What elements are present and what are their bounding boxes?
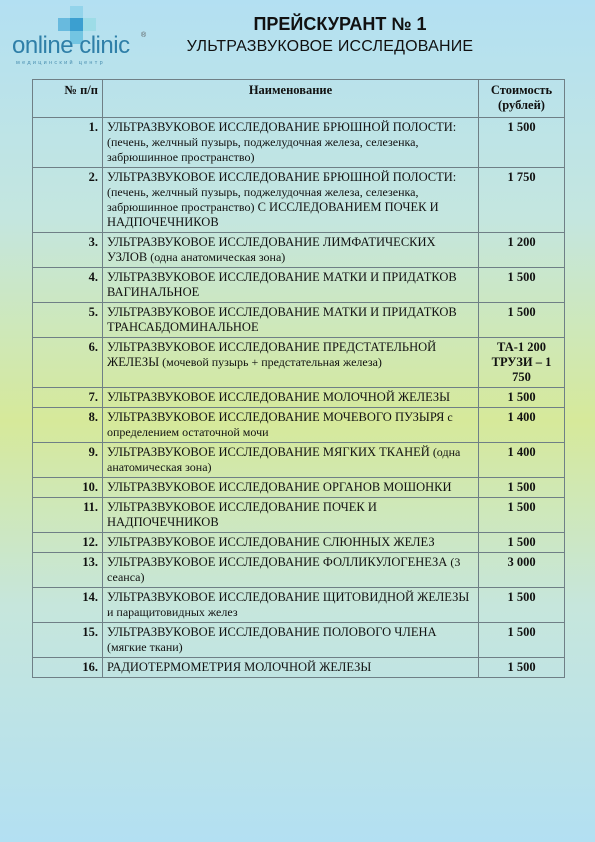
service-name-upper: УЛЬТРАЗВУКОВОЕ ИССЛЕДОВАНИЕ ФОЛЛИКУЛОГЕНЕЗА	[107, 555, 448, 569]
row-number: 13.	[33, 553, 103, 588]
service-name	[103, 303, 479, 338]
service-name-upper: УЛЬТРАЗВУКОВОЕ ИССЛЕДОВАНИЕ ПОЧЕК И НАДПОЧЕЧНИКОВ	[107, 500, 377, 529]
service-name	[103, 408, 479, 443]
row-number: 12.	[33, 533, 103, 553]
table-row	[33, 478, 565, 498]
service-price: 1 500	[479, 658, 565, 678]
service-name-upper: УЛЬТРАЗВУКОВОЕ ИССЛЕДОВАНИЕ ПОЛОВОГО ЧЛЕНА	[107, 625, 437, 639]
service-name	[103, 658, 479, 678]
row-number: 3.	[33, 233, 103, 268]
table-header-row	[33, 80, 565, 118]
service-price: 1 500	[479, 588, 565, 623]
row-number: 15.	[33, 623, 103, 658]
row-number: 6.	[33, 338, 103, 388]
table-row	[33, 553, 565, 588]
price-table	[32, 79, 565, 678]
header-name: Наименование	[103, 80, 479, 118]
page-subtitle: УЛЬТРАЗВУКОВОЕ ИССЛЕДОВАНИЕ	[186, 38, 474, 55]
row-number: 9.	[33, 443, 103, 478]
logo-tagline: медицинский центр	[16, 60, 105, 66]
table-row	[33, 233, 565, 268]
table-row	[33, 658, 565, 678]
service-name	[103, 533, 479, 553]
service-name-upper: УЛЬТРАЗВУКОВОЕ ИССЛЕДОВАНИЕ МАТКИ И ПРИДАТКОВ ТРАНСАБДОМИНАЛЬНОЕ	[107, 305, 457, 334]
service-name	[103, 478, 479, 498]
service-name	[103, 588, 479, 623]
row-number: 16.	[33, 658, 103, 678]
logo-registered-mark: ®	[141, 32, 147, 39]
service-price: 1 500	[479, 533, 565, 553]
row-number: 10.	[33, 478, 103, 498]
service-price: 1 500	[479, 388, 565, 408]
row-number: 8.	[33, 408, 103, 443]
service-name-lower: и паращитовидных желез	[107, 605, 238, 619]
service-name	[103, 388, 479, 408]
service-name	[103, 498, 479, 533]
service-price: 1 500	[479, 498, 565, 533]
service-name-upper: УЛЬТРАЗВУКОВОЕ ИССЛЕДОВАНИЕ БРЮШНОЙ ПОЛОСТИ:	[107, 120, 457, 134]
row-number: 5.	[33, 303, 103, 338]
service-price: 1 400	[479, 443, 565, 478]
page-title: ПРЕЙСКУРАНТ № 1	[253, 14, 427, 34]
header-number: № п/п	[33, 80, 103, 118]
header-price: Стоимость (рублей)	[479, 80, 565, 118]
service-price: 1 500	[479, 303, 565, 338]
table-row	[33, 388, 565, 408]
service-name-upper: УЛЬТРАЗВУКОВОЕ ИССЛЕДОВАНИЕ БРЮШНОЙ ПОЛОСТИ:	[107, 170, 457, 184]
service-name-upper: УЛЬТРАЗВУКОВОЕ ИССЛЕДОВАНИЕ ЩИТОВИДНОЙ ЖЕЛЕЗЫ	[107, 590, 470, 604]
clinic-logo	[10, 6, 150, 68]
table-row	[33, 443, 565, 478]
table-row	[33, 118, 565, 168]
table-row	[33, 303, 565, 338]
service-name-upper: РАДИОТЕРМОМЕТРИЯ МОЛОЧНОЙ ЖЕЛЕЗЫ	[107, 660, 372, 674]
service-name	[103, 553, 479, 588]
table-row	[33, 533, 565, 553]
service-name	[103, 443, 479, 478]
service-price: 3 000	[479, 553, 565, 588]
service-name-upper: УЛЬТРАЗВУКОВОЕ ИССЛЕДОВАНИЕ ПРЕДСТАТЕЛЬНОЙ ЖЕЛЕЗЫ	[107, 340, 437, 369]
service-name-upper: УЛЬТРАЗВУКОВОЕ ИССЛЕДОВАНИЕ СЛЮННЫХ ЖЕЛЕЗ	[107, 535, 435, 549]
service-name-upper: УЛЬТРАЗВУКОВОЕ ИССЛЕДОВАНИЕ МОЛОЧНОЙ ЖЕЛЕЗЫ	[107, 390, 451, 404]
service-name	[103, 168, 479, 233]
table-row	[33, 338, 565, 388]
service-price: 1 750	[479, 168, 565, 233]
table-row	[33, 408, 565, 443]
service-price: 1 500	[479, 268, 565, 303]
service-name	[103, 623, 479, 658]
service-name-lower: (3 сеанса)	[107, 555, 461, 584]
service-name-lower: (мочевой пузырь + предстательная железа)	[159, 355, 382, 369]
row-number: 14.	[33, 588, 103, 623]
service-name-upper: УЛЬТРАЗВУКОВОЕ ИССЛЕДОВАНИЕ МОЧЕВОГО ПУЗЫРЯ	[107, 410, 445, 424]
row-number: 1.	[33, 118, 103, 168]
service-price: 1 500	[479, 623, 565, 658]
service-name	[103, 233, 479, 268]
service-price: 1 500	[479, 478, 565, 498]
service-price: 1 500	[479, 118, 565, 168]
service-price: 1 400	[479, 408, 565, 443]
table-row	[33, 168, 565, 233]
service-name	[103, 338, 479, 388]
table-row	[33, 498, 565, 533]
service-name-lower: с определением остаточной мочи	[107, 410, 453, 439]
service-price: 1 200	[479, 233, 565, 268]
service-name-upper: УЛЬТРАЗВУКОВОЕ ИССЛЕДОВАНИЕ МЯГКИХ ТКАНЕЙ	[107, 445, 430, 459]
service-name-lower: (одна анатомическая зона)	[147, 250, 286, 264]
service-name-lower: (печень, желчный пузырь, поджелудочная железа, селезенка, забрюшинное пространство)	[107, 135, 419, 164]
service-name-lower: (одна анатомическая зона)	[107, 445, 461, 474]
service-name-upper2: С ИССЛЕДОВАНИЕМ ПОЧЕК И НАДПОЧЕЧНИКОВ	[107, 200, 439, 229]
row-number: 4.	[33, 268, 103, 303]
logo-name: online clinic	[12, 32, 130, 59]
table-row	[33, 588, 565, 623]
service-price: ТА-1 200 ТРУЗИ – 1 750	[479, 338, 565, 388]
row-number: 7.	[33, 388, 103, 408]
table-row	[33, 623, 565, 658]
table-row	[33, 268, 565, 303]
row-number: 2.	[33, 168, 103, 233]
service-name-lower: (мягкие ткани)	[107, 640, 183, 654]
service-name-upper: УЛЬТРАЗВУКОВОЕ ИССЛЕДОВАНИЕ ОРГАНОВ МОШОНКИ	[107, 480, 452, 494]
row-number: 11.	[33, 498, 103, 533]
service-name-lower: (печень, желчный пузырь, поджелудочная железа, селезенка, забрюшинное пространство)	[107, 185, 419, 214]
service-name	[103, 118, 479, 168]
service-name-upper: УЛЬТРАЗВУКОВОЕ ИССЛЕДОВАНИЕ ЛИМФАТИЧЕСКИХ УЗЛОВ	[107, 235, 436, 264]
service-name-upper: УЛЬТРАЗВУКОВОЕ ИССЛЕДОВАНИЕ МАТКИ И ПРИДАТКОВ ВАГИНАЛЬНОЕ	[107, 270, 457, 299]
service-name	[103, 268, 479, 303]
